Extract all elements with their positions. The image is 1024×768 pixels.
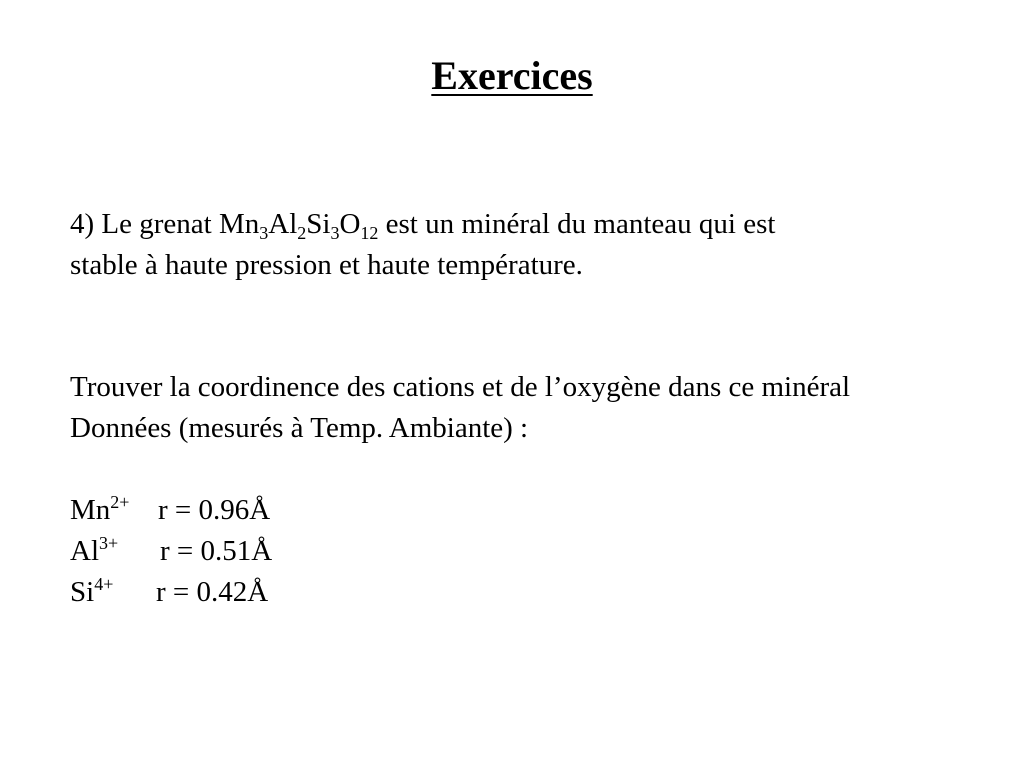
- slide-title-text: Exercices: [431, 53, 593, 98]
- formula-element-mn: Mn: [218, 208, 260, 240]
- problem-statement: [70, 204, 775, 286]
- ion-charge: 2+: [110, 492, 130, 512]
- formula-element-al: Al: [268, 208, 298, 240]
- ion-radius: r = 0.42Å: [156, 576, 269, 608]
- ion-row-al: [70, 531, 272, 572]
- formula-subscript-o: 12: [360, 223, 379, 243]
- ion-row-mn: [70, 490, 272, 531]
- ion-data-list: [70, 490, 272, 613]
- slide-title: [0, 52, 1024, 100]
- formula-subscript-mn: 3: [259, 223, 269, 243]
- formula-subscript-al: 2: [297, 223, 307, 243]
- problem-line-1-suffix: est un minéral du manteau qui est: [378, 208, 776, 240]
- ion-radius: r = 0.51Å: [160, 535, 273, 567]
- ion-charge: 4+: [94, 574, 114, 594]
- formula-subscript-si: 3: [330, 223, 340, 243]
- ion-symbol-text: Mn: [70, 494, 111, 526]
- task-line-1: Trouver la coordinence des cations et de l’oxygène dans ce minéral: [70, 371, 851, 403]
- formula-element-si: Si: [306, 208, 331, 240]
- ion-charge: 3+: [99, 533, 119, 553]
- problem-line-1: [70, 204, 775, 245]
- ion-symbol-text: Al: [70, 535, 99, 567]
- problem-line-2: stable à haute pression et haute température.: [70, 249, 583, 281]
- task-statement: [70, 367, 850, 449]
- formula-element-o: O: [339, 208, 361, 240]
- problem-prefix: 4) Le grenat: [70, 208, 219, 240]
- ion-symbol-text: Si: [70, 576, 95, 608]
- task-line-2: Données (mesurés à Temp. Ambiante) :: [70, 412, 529, 444]
- ion-symbol: [70, 490, 158, 531]
- formula: [218, 208, 379, 243]
- ion-radius: r = 0.96Å: [158, 494, 271, 526]
- ion-row-si: [70, 572, 272, 613]
- ion-symbol: [70, 531, 160, 572]
- ion-symbol: [70, 572, 156, 613]
